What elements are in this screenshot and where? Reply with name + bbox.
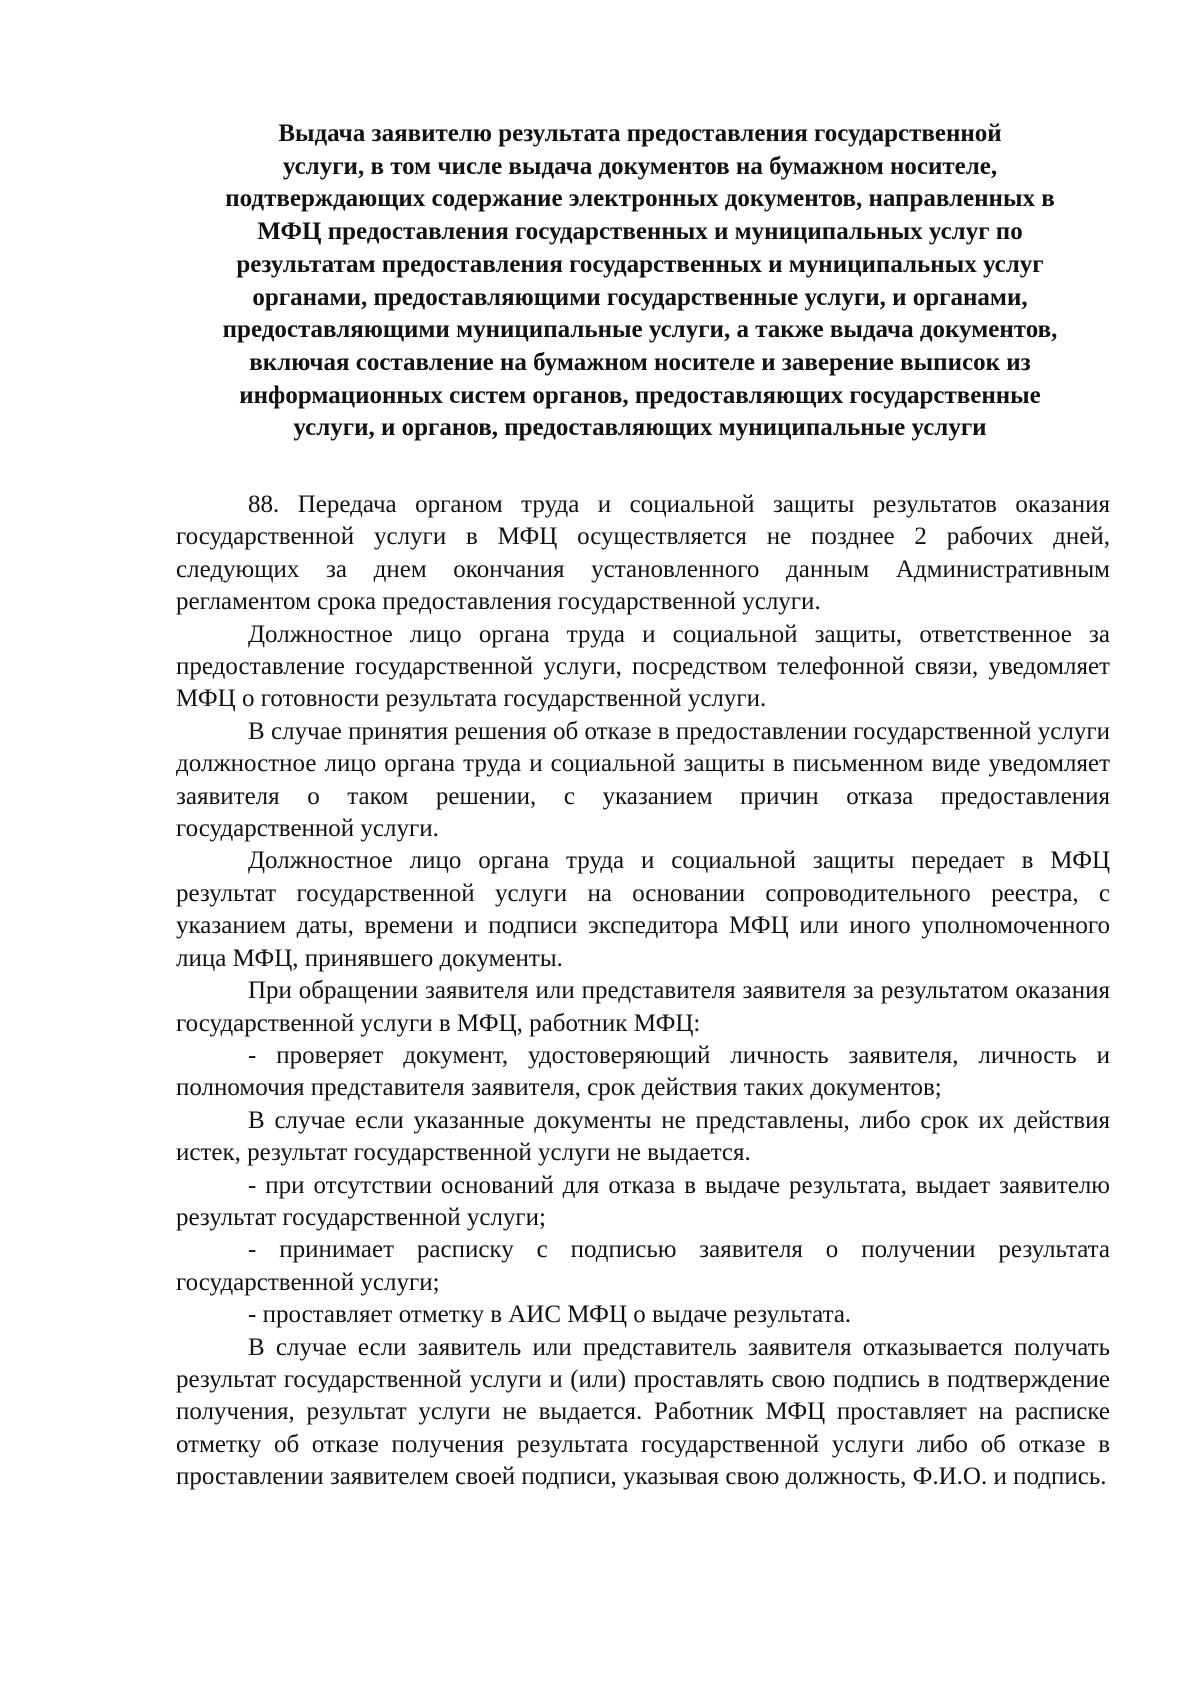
heading-line: подтверждающих содержание электронных документов, направленных в (225, 185, 1055, 213)
heading-line: предоставляющими муниципальные услуги, а также выдача документов, (222, 316, 1058, 344)
heading-line: Выдача заявителю результата предоставления государственной (278, 120, 1002, 147)
heading-line: включая составление на бумажном носителе и заверение выписок из (249, 348, 1031, 376)
heading-line: результатам предоставления государственных и муниципальных услуг (236, 250, 1044, 278)
list-item: - проставляет отметку в АИС МФЦ о выдаче результата. (248, 1301, 852, 1329)
document-body (176, 489, 1110, 1494)
section-heading (170, 118, 1110, 445)
paragraph: В случае принятия решения об отказе в предоставлении государственной услуги должностное лицо органа труда и социальной защиты в письменном виде уведомляет заявителя о таком решении, с указанием причин отказа предоставления государственной услуги. (176, 717, 1110, 843)
paragraph: Должностное лицо органа труда и социальной защиты, ответственное за предоставление государственной услуги, посредством телефонной связи, уведомляет МФЦ о готовности результата государственной услуги. (176, 620, 1110, 713)
paragraph: В случае если указанные документы не представлены, либо срок их действия истек, результат государственной услуги не выдается. (176, 1106, 1110, 1167)
heading-line: органами, предоставляющими государственные услуги, и органами, (252, 283, 1028, 311)
heading-line: информационных систем органов, предоставляющих государственные (239, 381, 1041, 409)
paragraph: При обращении заявителя или представителя заявителя за результатом оказания государственной услуги в МФЦ, работник МФЦ: (176, 977, 1110, 1037)
heading-line: услуги, и органов, предоставляющих муниципальные услуги (293, 414, 987, 442)
heading-line: услуги, в том числе выдача документов на бумажном носителе, (282, 152, 998, 180)
list-item: - проверяет документ, удостоверяющий личность заявителя, личность и полномочия представителя заявителя, срок действия таких документов; (176, 1041, 1110, 1102)
paragraph-clause-88: 88. Передача органом труда и социальной защиты результатов оказания государственной услуги в МФЦ осуществляется не позднее 2 рабочих дней, следующих за днем окончания установленного данным Административным регламентом срока предоставления государственной услуги. (176, 491, 1110, 616)
paragraph: Должностное лицо органа труда и социальной защиты передает в МФЦ результат государственной услуги на основании сопроводительного реестра, с указанием даты, времени и подписи экспедитора МФЦ или иного уполномоченного лица МФЦ, принявшего документы. (176, 847, 1110, 972)
list-item: - принимает расписку с подписью заявителя о получении результата государственной услуги; (176, 1236, 1110, 1296)
paragraph: В случае если заявитель или представитель заявителя отказывается получать результат государственной услуги и (или) проставлять свою подпись в подтверждение получения, результат услуги не выдается. Работник МФЦ проставляет на расписке отметку об отказе получения результата государственной услуги либо об отказе в проставлении заявителем своей подписи, указывая свою должность, Ф.И.О. и подпись. (176, 1333, 1110, 1491)
heading-line: МФЦ предоставления государственных и муниципальных услуг по (257, 218, 1023, 246)
list-item: - при отсутствии оснований для отказа в выдаче результата, выдает заявителю результат государственной услуги; (176, 1171, 1110, 1231)
